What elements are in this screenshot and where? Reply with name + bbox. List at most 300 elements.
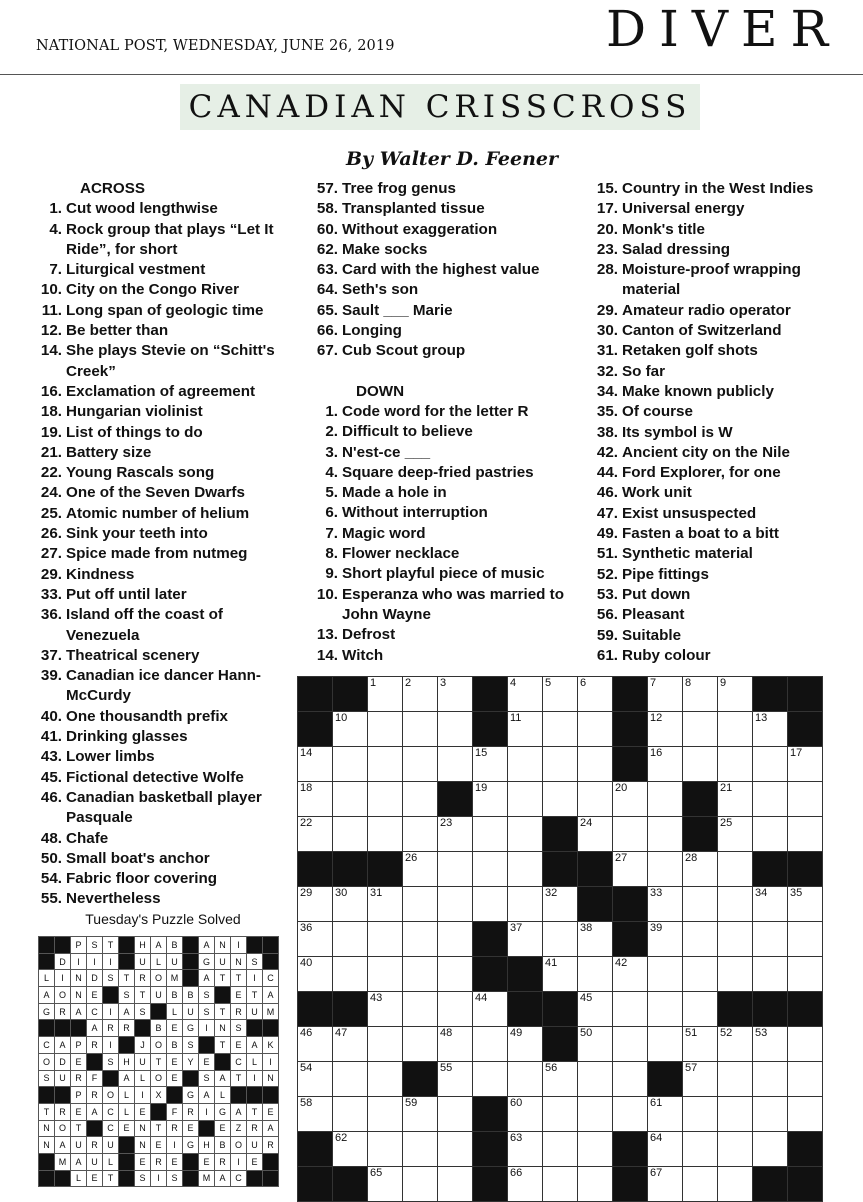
- across-clue: [38, 605, 300, 646]
- grid-cell[interactable]: [648, 712, 683, 747]
- grid-cell[interactable]: [298, 1097, 333, 1132]
- grid-cell[interactable]: [368, 1027, 403, 1062]
- grid-cell[interactable]: [788, 747, 823, 782]
- grid-cell[interactable]: [578, 747, 613, 782]
- grid-cell[interactable]: [753, 817, 788, 852]
- solved-letter-cell: L: [247, 1053, 263, 1070]
- grid-cell[interactable]: [508, 782, 543, 817]
- solved-black-square: [119, 937, 135, 954]
- solved-black-square: [263, 1170, 279, 1187]
- grid-cell[interactable]: [718, 677, 753, 712]
- black-square: [298, 1167, 333, 1202]
- grid-cell[interactable]: [403, 677, 438, 712]
- grid-cell[interactable]: [473, 887, 508, 922]
- solved-black-square: [215, 1053, 231, 1070]
- grid-cell[interactable]: [368, 887, 403, 922]
- cell-number: 1: [370, 677, 377, 689]
- down-clue: [314, 422, 589, 442]
- grid-cell[interactable]: [368, 1062, 403, 1097]
- clue-number: 14.: [40, 342, 62, 360]
- grid-cell[interactable]: [333, 957, 368, 992]
- solved-black-square: [183, 1170, 199, 1187]
- across-clue: [38, 382, 300, 402]
- grid-cell[interactable]: [438, 1062, 473, 1097]
- grid-cell[interactable]: [403, 887, 438, 922]
- grid-cell[interactable]: [368, 957, 403, 992]
- across-clue: [38, 341, 300, 382]
- grid-cell[interactable]: [683, 712, 718, 747]
- grid-cell[interactable]: [438, 992, 473, 1027]
- black-square: [753, 1167, 788, 1202]
- grid-cell[interactable]: [648, 887, 683, 922]
- solved-letter-cell: N: [39, 1120, 55, 1137]
- solved-letter-cell: A: [119, 1003, 135, 1020]
- cell-number: 63: [510, 1132, 523, 1144]
- solved-letter-cell: L: [215, 1087, 231, 1104]
- grid-cell[interactable]: [788, 957, 823, 992]
- grid-cell[interactable]: [788, 817, 823, 852]
- clue-number: 24.: [40, 484, 62, 502]
- grid-cell[interactable]: [368, 1167, 403, 1202]
- grid-cell[interactable]: [438, 747, 473, 782]
- grid-cell[interactable]: [753, 1062, 788, 1097]
- grid-cell[interactable]: [718, 957, 753, 992]
- solved-letter-cell: I: [167, 1137, 183, 1154]
- solved-black-square: [183, 953, 199, 970]
- grid-cell[interactable]: [333, 922, 368, 957]
- solved-black-square: [183, 937, 199, 954]
- grid-cell[interactable]: [753, 922, 788, 957]
- clue-number: 27.: [40, 545, 62, 563]
- grid-cell[interactable]: [508, 1132, 543, 1167]
- grid-cell[interactable]: [718, 852, 753, 887]
- grid-cell[interactable]: [508, 922, 543, 957]
- clue-text: One thousandth prefix: [66, 707, 229, 725]
- grid-cell[interactable]: [613, 1097, 648, 1132]
- grid-cell[interactable]: [543, 957, 578, 992]
- solved-row: [39, 1070, 279, 1087]
- grid-cell[interactable]: [403, 992, 438, 1027]
- grid-cell[interactable]: [683, 747, 718, 782]
- grid-cell[interactable]: [438, 1132, 473, 1167]
- solved-letter-cell: O: [231, 1137, 247, 1154]
- grid-cell[interactable]: [613, 1027, 648, 1062]
- solved-letter-cell: C: [39, 1037, 55, 1054]
- solved-letter-cell: J: [135, 1037, 151, 1054]
- clue-number: 52.: [596, 565, 618, 583]
- grid-cell[interactable]: [753, 957, 788, 992]
- solved-letter-cell: S: [167, 1170, 183, 1187]
- solved-letter-cell: M: [55, 1153, 71, 1170]
- grid-cell[interactable]: [438, 1167, 473, 1202]
- across-clue: [38, 483, 300, 503]
- grid-cell[interactable]: [368, 1132, 403, 1167]
- down-clue: [314, 483, 589, 503]
- grid-cell[interactable]: [788, 1062, 823, 1097]
- grid-cell[interactable]: [683, 957, 718, 992]
- grid-cell[interactable]: [298, 817, 333, 852]
- grid-cell[interactable]: [298, 782, 333, 817]
- clue-number: 12.: [40, 322, 62, 340]
- grid-cell[interactable]: [403, 817, 438, 852]
- grid-cell[interactable]: [753, 1027, 788, 1062]
- solved-letter-cell: E: [87, 1170, 103, 1187]
- grid-cell[interactable]: [648, 852, 683, 887]
- grid-cell[interactable]: [613, 817, 648, 852]
- black-square: [613, 712, 648, 747]
- grid-cell[interactable]: [648, 1132, 683, 1167]
- grid-cell[interactable]: [333, 817, 368, 852]
- solved-letter-cell: R: [183, 1103, 199, 1120]
- grid-cell[interactable]: [403, 782, 438, 817]
- clue-number: 46.: [596, 484, 618, 502]
- grid-cell[interactable]: [578, 1132, 613, 1167]
- grid-cell[interactable]: [648, 922, 683, 957]
- grid-cell[interactable]: [508, 887, 543, 922]
- solved-letter-cell: R: [167, 1120, 183, 1137]
- clue-number: 4.: [49, 220, 62, 238]
- across-clue: [38, 504, 300, 524]
- grid-cell[interactable]: [403, 712, 438, 747]
- grid-cell[interactable]: [368, 922, 403, 957]
- grid-cell[interactable]: [473, 817, 508, 852]
- clue-text: Magic word: [342, 524, 426, 542]
- solved-letter-cell: A: [263, 987, 279, 1004]
- grid-cell[interactable]: [333, 1027, 368, 1062]
- grid-cell[interactable]: [788, 922, 823, 957]
- clue-number: 59.: [596, 626, 618, 644]
- grid-cell[interactable]: [753, 747, 788, 782]
- grid-cell[interactable]: [613, 957, 648, 992]
- black-square: [543, 852, 578, 887]
- black-square: [788, 1132, 823, 1167]
- grid-cell[interactable]: [648, 817, 683, 852]
- grid-cell[interactable]: [473, 747, 508, 782]
- clue-text: Short playful piece of music: [342, 565, 545, 583]
- solved-letter-cell: O: [151, 1070, 167, 1087]
- grid-cell[interactable]: [578, 1097, 613, 1132]
- black-square: [333, 1167, 368, 1202]
- grid-cell[interactable]: [438, 817, 473, 852]
- grid-cell[interactable]: [578, 1167, 613, 1202]
- grid-cell[interactable]: [718, 922, 753, 957]
- solved-row: [39, 1120, 279, 1137]
- clue-number: 43.: [40, 748, 62, 766]
- grid-cell[interactable]: [438, 852, 473, 887]
- solved-letter-cell: X: [151, 1087, 167, 1104]
- grid-cell[interactable]: [508, 1062, 543, 1097]
- grid-cell[interactable]: [718, 747, 753, 782]
- cell-number: 46: [300, 1027, 313, 1039]
- grid-cell[interactable]: [718, 1167, 753, 1202]
- grid-cell[interactable]: [683, 992, 718, 1027]
- cell-number: 12: [650, 712, 663, 724]
- grid-cell[interactable]: [788, 1097, 823, 1132]
- solved-letter-cell: R: [263, 1137, 279, 1154]
- across-clue: [38, 463, 300, 483]
- grid-cell[interactable]: [578, 712, 613, 747]
- grid-cell[interactable]: [438, 922, 473, 957]
- grid-cell[interactable]: [683, 1132, 718, 1167]
- grid-cell[interactable]: [578, 817, 613, 852]
- solved-black-square: [183, 970, 199, 987]
- grid-cell[interactable]: [543, 677, 578, 712]
- grid-cell[interactable]: [543, 922, 578, 957]
- grid-cell[interactable]: [613, 992, 648, 1027]
- solved-letter-cell: M: [263, 1003, 279, 1020]
- grid-cell[interactable]: [508, 1167, 543, 1202]
- clues-column-3: [594, 179, 860, 666]
- grid-cell[interactable]: [718, 782, 753, 817]
- grid-cell[interactable]: [333, 747, 368, 782]
- grid-cell[interactable]: [613, 782, 648, 817]
- solved-letter-cell: C: [87, 1003, 103, 1020]
- grid-cell[interactable]: [298, 1062, 333, 1097]
- grid-cell[interactable]: [438, 712, 473, 747]
- solved-letter-cell: Z: [231, 1120, 247, 1137]
- grid-cell[interactable]: [753, 782, 788, 817]
- solved-letter-cell: H: [135, 937, 151, 954]
- grid-cell[interactable]: [683, 1062, 718, 1097]
- grid-cell[interactable]: [333, 887, 368, 922]
- grid-cell[interactable]: [333, 712, 368, 747]
- cell-number: 42: [615, 957, 628, 969]
- cell-number: 8: [685, 677, 692, 689]
- grid-cell[interactable]: [543, 887, 578, 922]
- grid-cell[interactable]: [648, 677, 683, 712]
- grid-cell[interactable]: [438, 887, 473, 922]
- grid-cell[interactable]: [543, 1062, 578, 1097]
- grid-row: [298, 712, 823, 747]
- grid-cell[interactable]: [683, 887, 718, 922]
- clue-text: Small boat's anchor: [66, 849, 210, 867]
- grid-cell[interactable]: [683, 677, 718, 712]
- grid-cell[interactable]: [403, 957, 438, 992]
- clue-number: 19.: [40, 423, 62, 441]
- solved-letter-cell: A: [231, 1103, 247, 1120]
- cell-number: 66: [510, 1167, 523, 1179]
- clue-text: Fictional detective Wolfe: [66, 768, 244, 786]
- grid-cell[interactable]: [473, 1027, 508, 1062]
- grid-cell[interactable]: [368, 677, 403, 712]
- across-clue: [38, 889, 300, 909]
- grid-cell[interactable]: [368, 817, 403, 852]
- grid-cell[interactable]: [473, 782, 508, 817]
- grid-cell[interactable]: [333, 782, 368, 817]
- grid-cell[interactable]: [438, 957, 473, 992]
- solved-black-square: [55, 1170, 71, 1187]
- solved-letter-cell: E: [199, 1053, 215, 1070]
- grid-cell[interactable]: [403, 1027, 438, 1062]
- grid-cell[interactable]: [508, 852, 543, 887]
- grid-cell[interactable]: [578, 1062, 613, 1097]
- grid-cell[interactable]: [298, 922, 333, 957]
- clue-number: 46.: [40, 788, 62, 806]
- solved-letter-cell: D: [55, 953, 71, 970]
- clue-text: Ruby colour: [622, 646, 711, 664]
- grid-cell[interactable]: [578, 922, 613, 957]
- grid-cell[interactable]: [543, 1132, 578, 1167]
- grid-cell[interactable]: [718, 1062, 753, 1097]
- black-square: [613, 922, 648, 957]
- clue-text: Long span of geologic time: [66, 301, 264, 319]
- grid-cell[interactable]: [718, 1097, 753, 1132]
- grid-cell[interactable]: [403, 747, 438, 782]
- grid-row: [298, 1097, 823, 1132]
- solved-letter-cell: E: [231, 1037, 247, 1054]
- down-clue: [594, 443, 860, 463]
- grid-cell[interactable]: [473, 992, 508, 1027]
- grid-cell[interactable]: [543, 782, 578, 817]
- grid-cell[interactable]: [543, 712, 578, 747]
- grid-cell[interactable]: [403, 922, 438, 957]
- grid-cell[interactable]: [683, 1097, 718, 1132]
- cell-number: 38: [580, 922, 593, 934]
- grid-cell[interactable]: [333, 1132, 368, 1167]
- grid-cell[interactable]: [648, 1097, 683, 1132]
- clue-number: 54.: [40, 870, 62, 888]
- grid-cell[interactable]: [648, 957, 683, 992]
- grid-cell[interactable]: [473, 1062, 508, 1097]
- black-square: [298, 992, 333, 1027]
- solved-letter-cell: O: [103, 1087, 119, 1104]
- clue-number: 41.: [40, 728, 62, 746]
- solved-black-square: [247, 1170, 263, 1187]
- grid-cell[interactable]: [333, 1062, 368, 1097]
- grid-cell[interactable]: [683, 1027, 718, 1062]
- across-clue: [38, 301, 300, 321]
- clue-text: Exist unsuspected: [622, 504, 757, 522]
- grid-cell[interactable]: [648, 1027, 683, 1062]
- cell-number: 67: [650, 1167, 663, 1179]
- solved-puzzle-title: Tuesday's Puzzle Solved: [85, 911, 241, 927]
- grid-cell[interactable]: [508, 677, 543, 712]
- cell-number: 29: [300, 887, 313, 899]
- clue-text: One of the Seven Dwarfs: [66, 484, 245, 502]
- grid-cell[interactable]: [648, 1167, 683, 1202]
- grid-cell[interactable]: [718, 1027, 753, 1062]
- grid-cell[interactable]: [403, 1097, 438, 1132]
- solved-letter-cell: R: [151, 1153, 167, 1170]
- grid-cell[interactable]: [613, 852, 648, 887]
- solved-letter-cell: R: [87, 1037, 103, 1054]
- cell-number: 17: [790, 747, 803, 759]
- solved-letter-cell: E: [71, 1053, 87, 1070]
- clue-number: 48.: [40, 829, 62, 847]
- grid-cell[interactable]: [683, 852, 718, 887]
- grid-cell[interactable]: [508, 712, 543, 747]
- grid-cell[interactable]: [543, 1097, 578, 1132]
- grid-cell[interactable]: [508, 1097, 543, 1132]
- grid-cell[interactable]: [508, 747, 543, 782]
- grid-cell[interactable]: [578, 957, 613, 992]
- grid-cell[interactable]: [718, 887, 753, 922]
- grid-cell[interactable]: [298, 957, 333, 992]
- solved-letter-cell: U: [55, 1070, 71, 1087]
- grid-cell[interactable]: [648, 992, 683, 1027]
- solved-letter-cell: L: [71, 1170, 87, 1187]
- grid-cell[interactable]: [753, 1097, 788, 1132]
- grid-cell[interactable]: [648, 747, 683, 782]
- grid-row: [298, 957, 823, 992]
- grid-cell[interactable]: [438, 1097, 473, 1132]
- grid-cell[interactable]: [753, 712, 788, 747]
- solved-letter-cell: S: [103, 1053, 119, 1070]
- down-clue: [594, 220, 860, 240]
- grid-cell[interactable]: [403, 852, 438, 887]
- grid-cell[interactable]: [403, 1167, 438, 1202]
- grid-cell[interactable]: [368, 992, 403, 1027]
- grid-cell[interactable]: [368, 1097, 403, 1132]
- grid-cell[interactable]: [543, 1167, 578, 1202]
- clue-text: Canton of Switzerland: [622, 322, 782, 340]
- grid-cell[interactable]: [788, 782, 823, 817]
- grid-cell[interactable]: [753, 887, 788, 922]
- grid-cell[interactable]: [368, 782, 403, 817]
- grid-cell[interactable]: [718, 817, 753, 852]
- grid-cell[interactable]: [683, 922, 718, 957]
- grid-cell[interactable]: [578, 677, 613, 712]
- grid-cell[interactable]: [298, 1027, 333, 1062]
- grid-cell[interactable]: [718, 712, 753, 747]
- grid-cell[interactable]: [508, 1027, 543, 1062]
- solved-letter-cell: T: [247, 987, 263, 1004]
- grid-cell[interactable]: [473, 852, 508, 887]
- header-rule: [0, 74, 863, 75]
- grid-cell[interactable]: [683, 1167, 718, 1202]
- solved-letter-cell: I: [103, 1003, 119, 1020]
- down-clue: [594, 524, 860, 544]
- grid-cell[interactable]: [718, 1132, 753, 1167]
- grid-cell[interactable]: [508, 817, 543, 852]
- grid-cell[interactable]: [788, 887, 823, 922]
- grid-cell[interactable]: [578, 782, 613, 817]
- cell-number: 9: [720, 677, 727, 689]
- solved-letter-cell: S: [103, 970, 119, 987]
- grid-cell[interactable]: [753, 1132, 788, 1167]
- grid-cell[interactable]: [368, 712, 403, 747]
- clue-text: City on the Congo River: [66, 281, 239, 299]
- clue-text: Without exaggeration: [342, 220, 498, 238]
- clue-text: Exclamation of agreement: [66, 382, 256, 400]
- grid-cell[interactable]: [543, 747, 578, 782]
- clue-text: Kindness: [66, 565, 135, 583]
- clue-text: Spice made from nutmeg: [66, 545, 248, 563]
- cell-number: 48: [440, 1027, 453, 1039]
- grid-cell[interactable]: [648, 782, 683, 817]
- solved-letter-cell: E: [231, 987, 247, 1004]
- grid-cell[interactable]: [438, 677, 473, 712]
- grid-cell[interactable]: [298, 747, 333, 782]
- grid-cell[interactable]: [403, 1132, 438, 1167]
- grid-cell[interactable]: [788, 1027, 823, 1062]
- solved-letter-cell: A: [87, 1020, 103, 1037]
- solved-letter-cell: R: [87, 1137, 103, 1154]
- solved-letter-cell: T: [231, 970, 247, 987]
- grid-cell[interactable]: [438, 1027, 473, 1062]
- grid-cell[interactable]: [578, 992, 613, 1027]
- grid-cell[interactable]: [333, 1097, 368, 1132]
- across-clue: [38, 524, 300, 544]
- grid-cell[interactable]: [613, 1062, 648, 1097]
- solved-letter-cell: S: [247, 953, 263, 970]
- grid-cell[interactable]: [578, 1027, 613, 1062]
- clue-text: Seth's son: [342, 281, 419, 299]
- grid-cell[interactable]: [368, 747, 403, 782]
- clue-number: 61.: [596, 646, 618, 664]
- grid-cell[interactable]: [298, 887, 333, 922]
- crossword-grid[interactable]: [297, 676, 823, 1202]
